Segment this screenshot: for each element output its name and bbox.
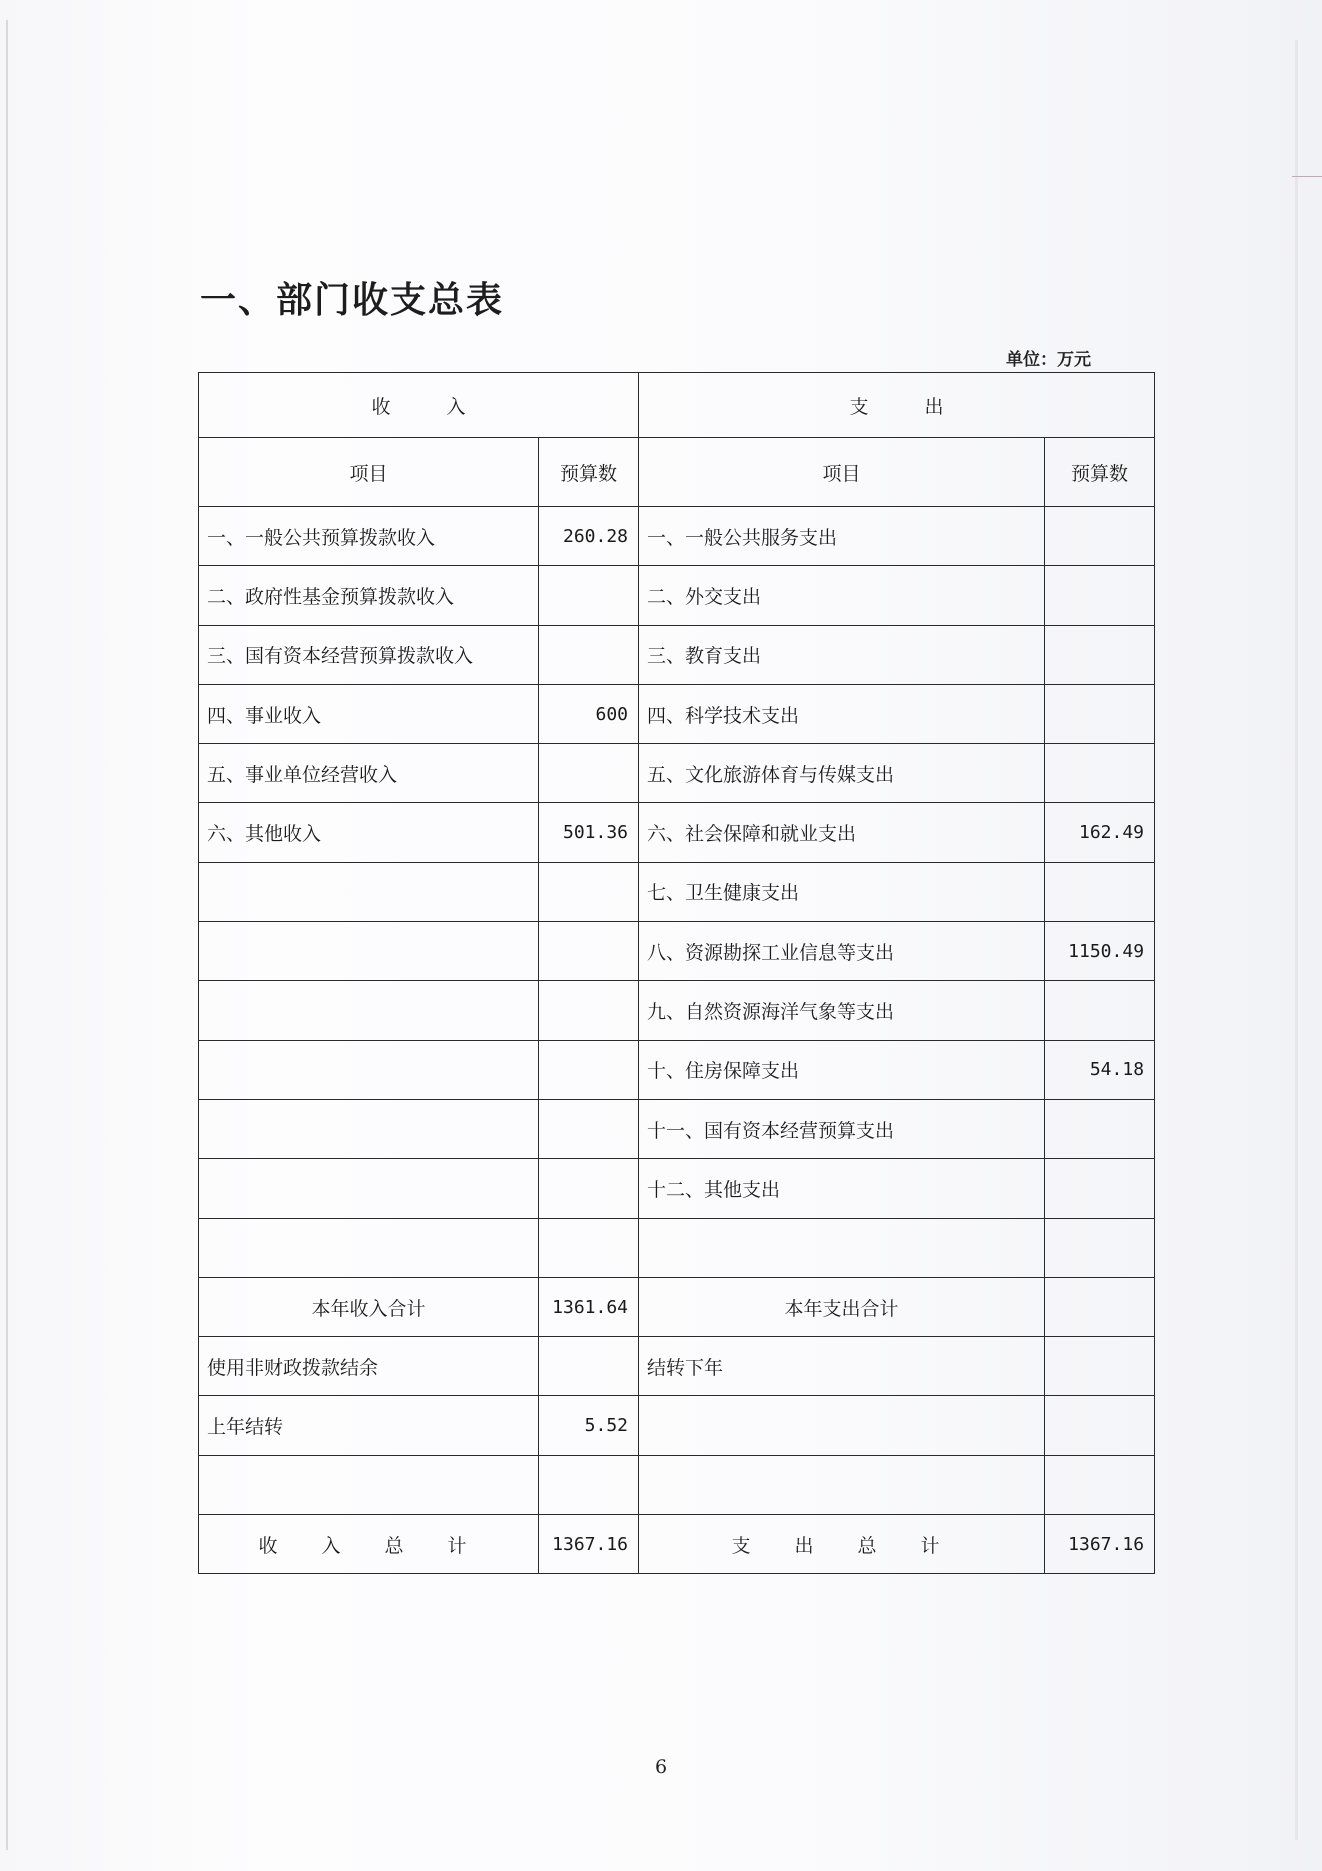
expense-budget-cell <box>1045 1396 1155 1455</box>
page-number: 6 <box>654 1756 668 1778</box>
expense-item-cell: 五、文化旅游体育与传媒支出 <box>639 744 1045 803</box>
expense-budget-cell <box>1045 1455 1155 1514</box>
unit-label: 单位：万元 <box>1006 350 1091 370</box>
income-item-cell <box>199 1099 539 1158</box>
expense-budget-cell: 54.18 <box>1045 1040 1155 1099</box>
expense-item-cell <box>639 1218 1045 1277</box>
expense-item-cell: 七、卫生健康支出 <box>639 862 1045 921</box>
expense-item-cell: 九、自然资源海洋气象等支出 <box>639 981 1045 1040</box>
income-budget-cell <box>539 1159 639 1218</box>
income-item-cell <box>199 1040 539 1099</box>
expense-budget-cell <box>1045 862 1155 921</box>
expense-subtotal-label: 本年支出合计 <box>639 1277 1045 1336</box>
expense-item-cell: 三、教育支出 <box>639 625 1045 684</box>
expense-total-label: 支出总计 <box>639 1515 1045 1574</box>
expense-budget-cell: 162.49 <box>1045 803 1155 862</box>
expense-item-cell: 六、社会保障和就业支出 <box>639 803 1045 862</box>
income-item-cell <box>199 1218 539 1277</box>
income-item-cell: 三、国有资本经营预算拨款收入 <box>199 625 539 684</box>
expense-item-cell <box>639 1396 1045 1455</box>
expense-budget-cell <box>1045 1337 1155 1396</box>
income-budget-header: 预算数 <box>539 438 639 507</box>
expense-budget-cell <box>1045 625 1155 684</box>
table-row <box>199 803 1155 862</box>
income-budget-cell <box>539 1040 639 1099</box>
expense-budget-cell: 1150.49 <box>1045 922 1155 981</box>
table-row <box>199 744 1155 803</box>
income-total-value: 1367.16 <box>539 1515 639 1574</box>
income-item-header: 项目 <box>199 438 539 507</box>
expense-budget-cell <box>1045 1218 1155 1277</box>
income-budget-cell <box>539 922 639 981</box>
expense-budget-cell <box>1045 981 1155 1040</box>
income-item-cell: 一、一般公共预算拨款收入 <box>199 507 539 566</box>
income-item-cell <box>199 1159 539 1218</box>
income-total-label: 收入总计 <box>199 1515 539 1574</box>
income-budget-cell <box>539 981 639 1040</box>
expense-subtotal-value <box>1045 1277 1155 1336</box>
income-budget-cell <box>539 1455 639 1514</box>
expense-item-cell: 一、一般公共服务支出 <box>639 507 1045 566</box>
income-budget-cell <box>539 625 639 684</box>
expense-total-value: 1367.16 <box>1045 1515 1155 1574</box>
table-header-row <box>199 373 1155 438</box>
expense-budget-cell <box>1045 684 1155 743</box>
table-row <box>199 566 1155 625</box>
income-budget-cell: 501.36 <box>539 803 639 862</box>
expense-item-header: 项目 <box>639 438 1045 507</box>
income-budget-cell <box>539 1337 639 1396</box>
expense-item-cell: 结转下年 <box>639 1337 1045 1396</box>
income-item-cell <box>199 1455 539 1514</box>
income-item-cell: 二、政府性基金预算拨款收入 <box>199 566 539 625</box>
expense-budget-cell <box>1045 566 1155 625</box>
income-budget-cell <box>539 1099 639 1158</box>
main-rows <box>199 507 1155 1278</box>
table-subheader-row <box>199 438 1155 507</box>
income-item-cell <box>199 862 539 921</box>
income-subtotal-value: 1361.64 <box>539 1277 639 1336</box>
expense-item-cell: 八、资源勘探工业信息等支出 <box>639 922 1045 981</box>
expense-item-cell: 二、外交支出 <box>639 566 1045 625</box>
income-item-cell: 上年结转 <box>199 1396 539 1455</box>
income-subtotal-label: 本年收入合计 <box>199 1277 539 1336</box>
income-item-cell: 四、事业收入 <box>199 684 539 743</box>
page-title: 一、部门收支总表 <box>200 280 505 321</box>
table-row <box>199 684 1155 743</box>
income-item-cell: 使用非财政拨款结余 <box>199 1337 539 1396</box>
expense-budget-cell <box>1045 744 1155 803</box>
income-header: 收入 <box>199 373 639 438</box>
scan-mark <box>1292 176 1322 177</box>
income-item-cell <box>199 981 539 1040</box>
table-row <box>199 507 1155 566</box>
expense-item-cell: 十一、国有资本经营预算支出 <box>639 1099 1045 1158</box>
income-budget-cell <box>539 566 639 625</box>
table-row <box>199 1455 1155 1514</box>
table-row <box>199 1159 1155 1218</box>
income-item-cell: 六、其他收入 <box>199 803 539 862</box>
table-row <box>199 1218 1155 1277</box>
expense-budget-cell <box>1045 1159 1155 1218</box>
expense-item-cell: 四、科学技术支出 <box>639 684 1045 743</box>
table-row <box>199 981 1155 1040</box>
income-budget-cell: 600 <box>539 684 639 743</box>
income-budget-cell <box>539 862 639 921</box>
expense-item-cell <box>639 1455 1045 1514</box>
table-row <box>199 922 1155 981</box>
income-budget-cell <box>539 1218 639 1277</box>
table-row <box>199 1099 1155 1158</box>
total-row <box>199 1515 1155 1574</box>
scan-edge-left <box>6 20 8 1850</box>
expense-budget-header: 预算数 <box>1045 438 1155 507</box>
income-item-cell: 五、事业单位经营收入 <box>199 744 539 803</box>
expense-header: 支出 <box>639 373 1155 438</box>
extra-rows <box>199 1337 1155 1515</box>
expense-item-cell: 十二、其他支出 <box>639 1159 1045 1218</box>
income-budget-cell <box>539 744 639 803</box>
table-row <box>199 1396 1155 1455</box>
scan-edge-right <box>1295 40 1298 1840</box>
budget-table <box>198 372 1155 1574</box>
expense-budget-cell <box>1045 507 1155 566</box>
expense-item-cell: 十、住房保障支出 <box>639 1040 1045 1099</box>
table-row <box>199 1040 1155 1099</box>
income-budget-cell: 260.28 <box>539 507 639 566</box>
table-row <box>199 625 1155 684</box>
income-budget-cell: 5.52 <box>539 1396 639 1455</box>
table-row <box>199 1337 1155 1396</box>
table-row <box>199 862 1155 921</box>
income-item-cell <box>199 922 539 981</box>
expense-budget-cell <box>1045 1099 1155 1158</box>
subtotal-row <box>199 1277 1155 1336</box>
